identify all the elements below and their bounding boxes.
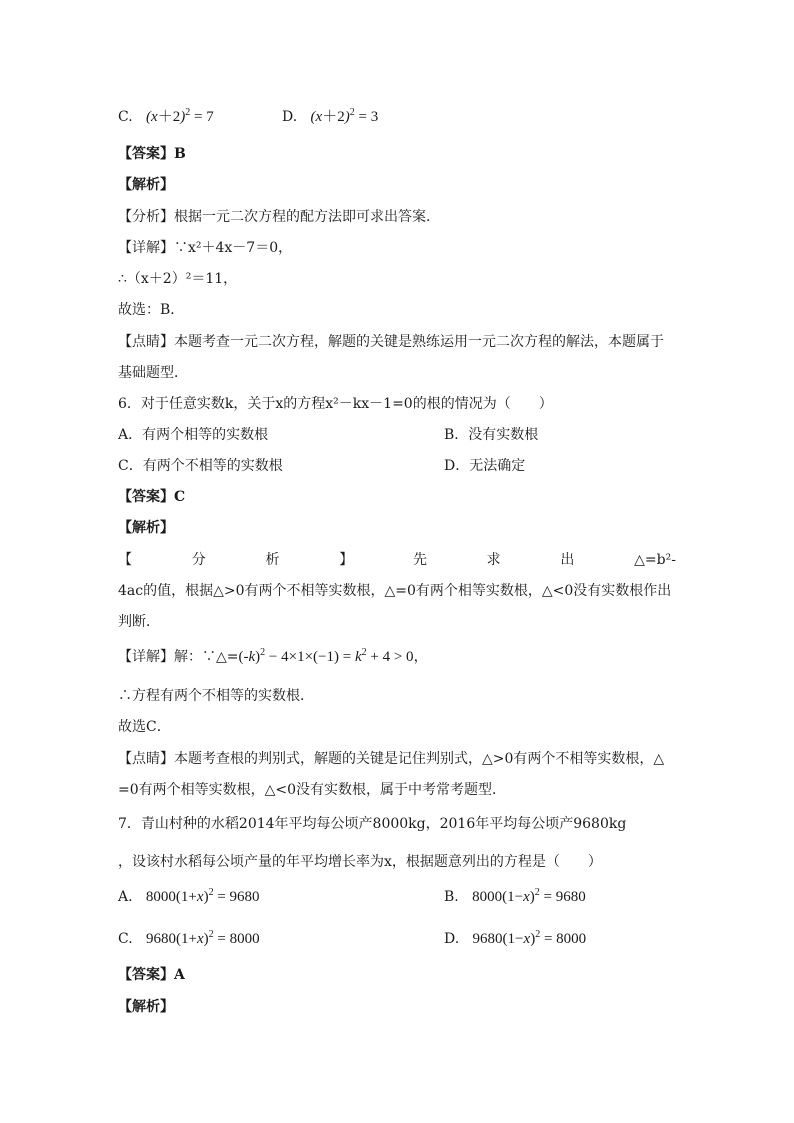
q6-conclusion: ∴方程有两个不相等的实数根．: [118, 688, 314, 704]
q5-dianjing-1: 【点睛】本题考查一元二次方程，解题的关键是熟练运用一元二次方程的解法，本题属于: [118, 334, 664, 350]
fenxi-part: △=b²-: [634, 552, 676, 568]
fenxi-part: 先: [412, 552, 427, 568]
q5-dianjing-2: 基础题型．: [118, 365, 188, 381]
q5-option-c: C. $(x+2)^2 = 7$: [118, 107, 214, 125]
q6-fenxi-1: [118, 551, 676, 569]
q7-option-d: D. $9680(1-x)^2 = 8000$: [444, 929, 587, 947]
q6-xiangjie: 【详解】解：$\because\triangle=(-k)^2 - 4\times 1\times(-1) = k^2 + 4 > 0$，: [118, 647, 428, 665]
q5-answer: 【答案】B: [118, 146, 186, 162]
q6-stem: 6．对于任意实数k，关于x的方程x²－kx－1=0的根的情况为（ ）: [118, 396, 553, 412]
q5-choose: 故选：B．: [118, 302, 185, 318]
q6-option-c: C．有两个不相等的实数根: [118, 458, 283, 474]
q6-option-a: A．有两个相等的实数根: [118, 427, 269, 443]
q6-option-d: D．无法确定: [444, 458, 526, 474]
q6-dianjing-1: 【点睛】本题考查根的判别式，解题的关键是记住判别式，△>0有两个不相等实数根，△: [118, 751, 665, 767]
q5-option-d: D. $(x+2)^2 = 3$: [282, 107, 379, 125]
fenxi-part: 析: [265, 552, 280, 568]
q5-xiangjie-2: ∴（x＋2）²＝11，: [118, 271, 238, 287]
fenxi-part: 分: [191, 552, 206, 568]
q6-fenxi-3: 判断．: [118, 614, 160, 630]
q6-choose: 故选C．: [118, 719, 171, 735]
q6-dianjing-2: =0有两个相等实数根，△<0没有实数根，属于中考常考题型．: [118, 782, 507, 798]
q5-xiangjie-1: 【详解】∵x²＋4x－7＝0，: [118, 240, 293, 256]
q5-fenxi: 【分析】根据一元二次方程的配方法即可求出答案．: [118, 209, 440, 225]
fenxi-part: 】: [339, 552, 354, 568]
q6-answer: 【答案】C: [118, 489, 186, 505]
q7-stem-1: 7．青山村种的水稻2014年平均每公顷产8000kg，2016年平均每公顷产9680kg: [118, 816, 627, 832]
q6-option-b: B．没有实数根: [444, 427, 539, 443]
fenxi-part: 求: [486, 552, 501, 568]
q7-option-c: C. $9680(1+x)^2 = 8000$: [118, 929, 260, 947]
q7-option-a: A. $8000(1+x)^2 = 9680$: [118, 887, 260, 905]
fenxi-part: 【: [118, 552, 132, 568]
q7-option-b: B. $8000(1-x)^2 = 9680$: [444, 887, 586, 905]
q7-answer: 【答案】A: [118, 967, 185, 983]
q5-analysis-heading: 【解析】: [118, 177, 174, 193]
q6-analysis-heading: 【解析】: [118, 520, 174, 536]
q7-analysis-heading: 【解析】: [118, 999, 174, 1015]
q6-fenxi-2: 4ac的值，根据△>0有两个不相等实数根，△=0有两个相等实数根，△<0没有实数根作出: [118, 583, 672, 599]
q7-stem-2: ，设该村水稻每公顷产量的年平均增长率为x，根据题意列出的方程是（ ）: [118, 854, 602, 870]
fenxi-part: 出: [560, 552, 575, 568]
